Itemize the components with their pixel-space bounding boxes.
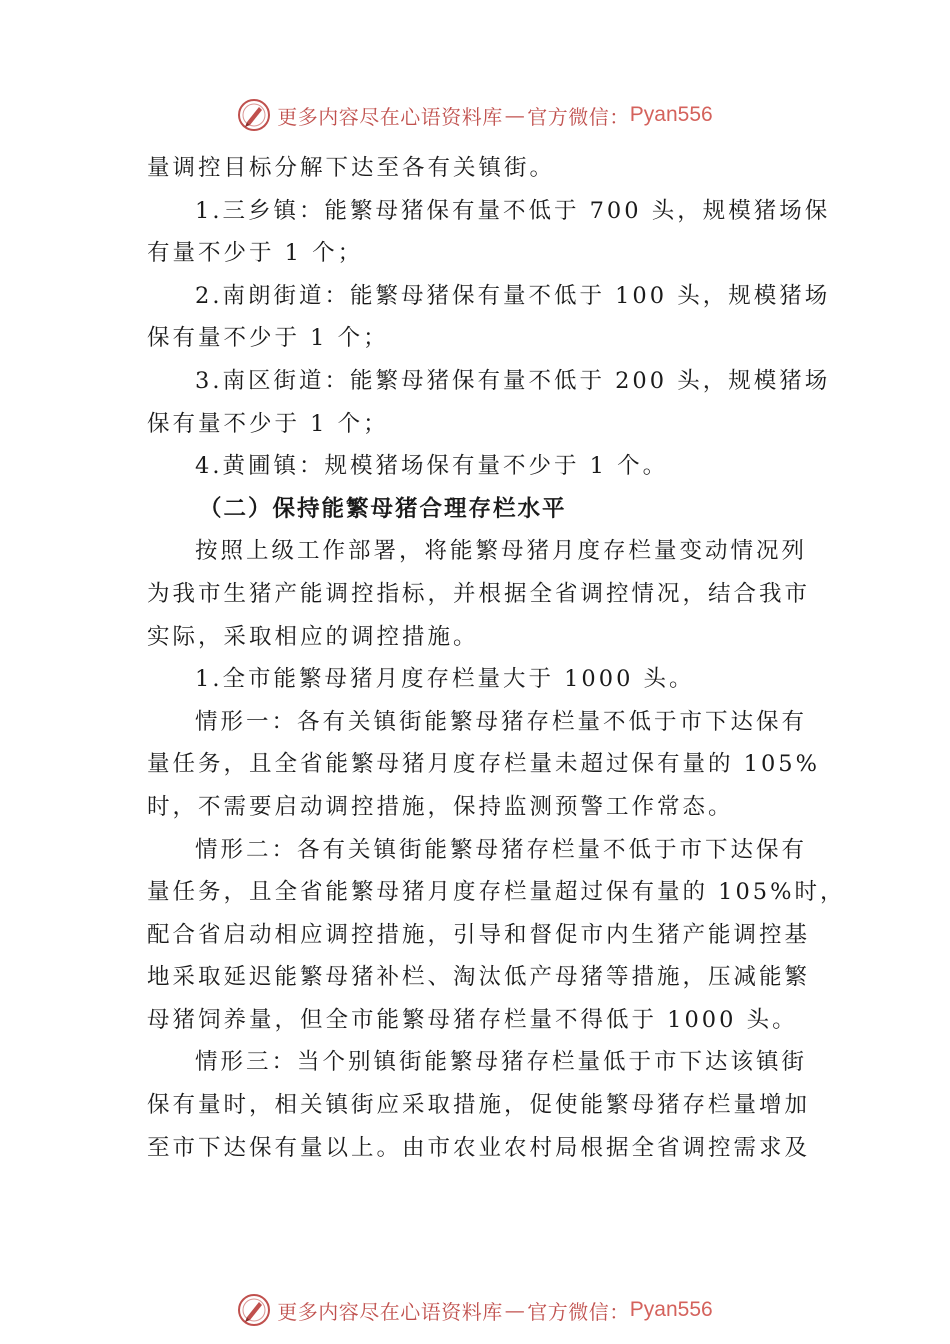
body-line: 情形二：各有关镇街能繁母猪存栏量不低于市下达保有: [195, 836, 808, 863]
body-line: 情形三：当个别镇街能繁母猪存栏量低于市下达该镇街: [195, 1049, 808, 1076]
section-heading: （二）保持能繁母猪合理存栏水平: [199, 495, 567, 522]
body-line: 3.南区街道：能繁母猪保有量不低于 200 头，规模猪场: [195, 367, 831, 394]
body-line: 时，不需要启动调控措施，保持监测预警工作常态。: [147, 793, 734, 820]
watermark-separator: —: [504, 1298, 526, 1322]
watermark-header: [0, 95, 950, 135]
watermark-contact-label: 官方微信：: [527, 104, 630, 129]
watermark-contact-id: Pyan556: [629, 1298, 713, 1321]
watermark-contact-id: Pyan556: [629, 103, 713, 126]
body-line: 情形一：各有关镇街能繁母猪存栏量不低于市下达保有: [195, 708, 808, 735]
body-line: 2.南朗街道：能繁母猪保有量不低于 100 头，规模猪场: [195, 282, 831, 309]
pen-nib-seal-icon: [237, 98, 271, 132]
watermark-brand: 更多内容尽在心语资料库: [277, 104, 503, 129]
body-line: 保有量时，相关镇街应采取措施，促使能繁母猪存栏量增加: [147, 1092, 811, 1119]
body-line: 量任务，且全省能繁母猪月度存栏量未超过保有量的 105%: [147, 751, 820, 778]
watermark-brand: 更多内容尽在心语资料库: [277, 1299, 503, 1324]
pen-nib-seal-icon: [237, 1293, 271, 1327]
watermark-footer: [0, 1290, 950, 1330]
body-line: 量任务，且全省能繁母猪月度存栏量超过保有量的 105%时，: [147, 879, 846, 906]
body-line: 4.黄圃镇：规模猪场保有量不少于 1 个。: [195, 453, 669, 480]
body-line: 保有量不少于 1 个；: [147, 325, 389, 352]
body-line: 为我市生猪产能调控指标，并根据全省调控情况，结合我市: [147, 580, 811, 607]
body-line: 1.三乡镇：能繁母猪保有量不低于 700 头，规模猪场保: [195, 197, 831, 224]
body-line: 1.全市能繁母猪月度存栏量大于 1000 头。: [195, 666, 695, 693]
body-line: 母猪饲养量，但全市能繁母猪存栏量不得低于 1000 头。: [147, 1006, 798, 1033]
body-line: 量调控目标分解下达至各有关镇街。: [147, 155, 556, 181]
body-line: 按照上级工作部署，将能繁母猪月度存栏量变动情况列: [195, 538, 808, 565]
watermark-contact-label: 官方微信：: [527, 1299, 630, 1324]
body-line: 保有量不少于 1 个；: [147, 410, 389, 437]
body-line: 地采取延迟能繁母猪补栏、淘汰低产母猪等措施，压减能繁: [147, 964, 811, 991]
document-body: [147, 147, 846, 1169]
body-line: 实际，采取相应的调控措施。: [147, 623, 479, 650]
body-line: 至市下达保有量以上。由市农业农村局根据全省调控需求及: [147, 1134, 811, 1161]
body-line: 配合省启动相应调控措施，引导和督促市内生猪产能调控基: [147, 921, 811, 948]
watermark-separator: —: [504, 103, 526, 127]
body-line: 有量不少于 1 个；: [147, 240, 364, 267]
